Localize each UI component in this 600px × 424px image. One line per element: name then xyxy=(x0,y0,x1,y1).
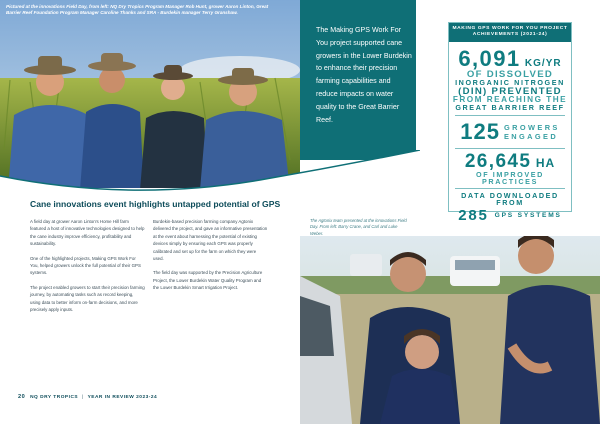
hectares-value: 26,645 xyxy=(464,150,532,172)
growers-value: 125 xyxy=(460,118,500,144)
stats-divider-2 xyxy=(455,148,565,149)
growers-label-1: GROWERS xyxy=(503,122,560,132)
stats-divider-3 xyxy=(455,188,565,189)
gps-value: 285 xyxy=(458,207,489,225)
col2-paragraph: The field day was supported by the Precision Agriculture Project, the Lower Burdekin Water Quality Program and the Lower Burdekin Smart Irrigation Project. xyxy=(153,270,263,291)
growers-label-2: ENGAGED xyxy=(503,131,559,141)
hectares-line: OF IMPROVED PRACTICES xyxy=(476,169,544,186)
din-unit: KG/YR xyxy=(524,57,562,69)
group-photo-caption: Pictured at the innovations Field Day, from left: NQ Dry Tropics Program Manager Rob Hunt, grower Aaron Linton, Great Barrier Reef Foundation Program Manager Caroline Thanks and SRA - Burdekin manager Terry Granshaw. xyxy=(6,4,269,16)
intro-text: The Making GPS Work For You project supported cane growers in the Lower Burdekin to enhance their precision farming capabilities and reduce impacts on water quality to the Great Barrier Reef. xyxy=(316,26,412,124)
footer-org: NQ DRY TROPICS xyxy=(30,395,79,400)
din-value: 6,091 xyxy=(458,45,521,71)
intro-panel xyxy=(300,0,416,160)
din-line-1: OF DISSOLVED xyxy=(466,68,554,80)
article-column-1 xyxy=(30,218,145,320)
din-stat xyxy=(449,45,571,71)
achievements-header: MAKING GPS WORK FOR YOU PROJECT ACHIEVEMENTS (2021-24) xyxy=(449,23,571,42)
col1-paragraph: The project enabled growers to start their precision farming journey, by automating tasks such as record keeping, using data to better inform on-farm decisions, and more precisely apply inputs. xyxy=(30,284,145,313)
hectares-unit: HA xyxy=(535,155,556,170)
team-photo-caption: The Agtonix team presented at the innovations Field Day. From left: Barry Crane, and Carl and Luke Weber. xyxy=(310,218,407,236)
page-number: 20 xyxy=(18,394,26,400)
agtonix-team-photo xyxy=(300,236,600,424)
din-line-4: FROM REACHING THE xyxy=(452,95,568,105)
col1-paragraph: A field day at grower Aaron Linton's Home Hill farm featured a host of innovative technologies designed to help the cane industry improve efficiency, profitability and sustainability. xyxy=(30,219,145,247)
page-footer xyxy=(18,394,157,400)
hectares-stat xyxy=(449,152,571,171)
din-line-2: INORGANIC NITROGEN xyxy=(455,78,565,88)
stats-divider-1 xyxy=(455,115,565,116)
decorative-wave xyxy=(0,150,420,200)
footer-separator: | xyxy=(81,395,84,400)
team-photo-illustration xyxy=(300,236,600,424)
gps-stat xyxy=(449,207,571,224)
din-line-3: (DIN) PREVENTED xyxy=(458,85,562,97)
col1-paragraph: One of the highlighted projects, Making GPS Work For You, helped growers unlock the full potential of their GPS systems. xyxy=(30,255,141,276)
col2-paragraph: Burdekin-based precision farming company Agtonix delivered the project, and gave an informative presentation at the event about harnessing the potential of existing devices simply by ensuring each GPS was properly calibrated and set up for the farm on which they were used. xyxy=(153,219,268,262)
article-heading: Cane innovations event highlights untapped potential of GPS xyxy=(30,199,281,209)
gps-label: GPS SYSTEMS xyxy=(494,212,562,220)
data-line: DATA DOWNLOADED FROM xyxy=(461,191,559,208)
article-column-2 xyxy=(153,218,268,299)
growers-stat xyxy=(449,119,571,145)
din-line-5: GREAT BARRIER REEF xyxy=(455,103,565,113)
footer-report: YEAR IN REVIEW 2023-24 xyxy=(87,395,158,400)
achievements-box xyxy=(448,22,572,225)
